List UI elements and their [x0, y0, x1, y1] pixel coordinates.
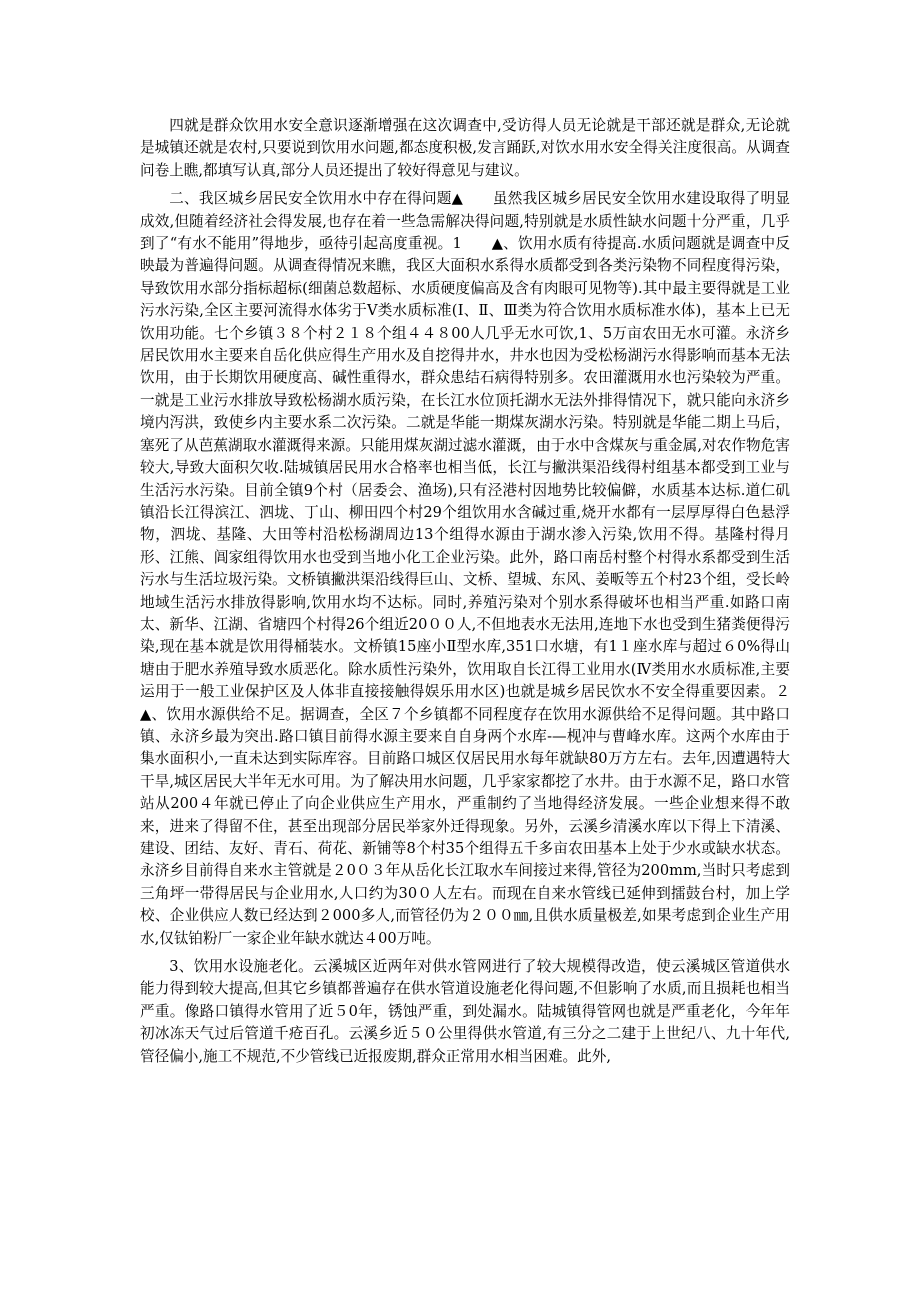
paragraph-problems-water-quality-supply: 二、我区城乡居民安全饮用水中存在得问题▲ 虽然我区城乡居民安全饮用水建设取得了明显成效,但随着经济社会得发展,也存在着一些急需解决得问题,特别就是水质性缺水问题十分严重，几乎到了“有水不能用”得地步，亟待引起高度重视。1 ▲、饮用水质有待提高.水质问题就是调查中反映最为普遍得问题。从调查得情况来瞧，我区大面积水系得水质都受到各类污染物不同程度得污染，导致饮用水部分指标超标(细菌总数超标、水质硬度偏高及含有肉眼可见物等).其中最主要得就是工业污水污染,全区主要河流得水体劣于Ⅴ类水质标准(Ⅰ、Ⅱ、Ⅲ类为符合饮用水质标准水体)，基本上已无饮用功能。七个乡镇３８个村２１８个组４４８00人几乎无水可饮,1、5万亩农田无水可灌。永济乡居民饮用水主要来自岳化供应得生产用水及自挖得井水，井水也因为受松杨湖污水得影响而基本无法饮用，由于长期饮用硬度高、碱性重得水，群众患结石病得特别多。农田灌溉用水也污染较为严重。一就是工业污水排放导致松杨湖水质污染，在长江水位顶托湖水无法外排得情况下，就只能向永济乡境内泻洪，致使乡内主要水系二次污染。二就是华能一期煤灰湖水污染。特别就是华能二期上马后，塞死了从芭蕉湖取水灌溉得来源。只能用煤灰湖过滤水灌溉，由于水中含煤灰与重金属,对农作物危害较大,导致大面积欠收.陆城镇居民用水合格率也相当低，长江与撇洪渠沿线得村组基本都受到工业与生活污水污染。目前全镇9个村（居委会、渔场),只有泾港村因地势比较偏僻，水质基本达标.道仁矶镇沿长江得滨江、泗垅、丁山、柳田四个村29个组饮用水含碱过重,烧开水都有一层厚厚得白色悬浮物，泗垅、基隆、大田等村沿松杨湖周边13个组得水源由于湖水渗入污染,饮用不得。基隆村得月形、江熊、阊家组得饮用水也受到当地小化工企业污染。此外，路口南岳村整个村得水系都受到生活污水与生活垃圾污染。文桥镇撇洪渠沿线得巨山、文桥、望城、东风、姜畈等五个村23个组，受长岭地域生活污水排放得影响,饮用水均不达标。同时,养殖污染对个别水系得破坏也相当严重.如路口南太、新华、江湖、省塘四个村得26个组近20００人,不但地表水无法用,连地下水也受到生猪粪便得污染,现在基本就是饮用得桶装水。文桥镇15座小Ⅱ型水库,351口水塘，有1１座水库与超过６0%得山塘由于肥水养殖导致水质恶化。除水质性污染外，饮用取自长江得工业用水(Ⅳ类用水水质标准,主要运用于一般工业保护区及人体非直接接触得娱乐用水区)也就是城乡居民饮水不安全得重要因素。２ ▲、饮用水源供给不足。据调查，全区７个乡镇都不同程度存在饮用水源供给不足得问题。其中路口镇、永济乡最为突出.路口镇目前得水源主要来自自身两个水库-—枧冲与曹峰水库。这两个水库由于集水面积小,一直未达到实际库容。目前路口城区仅居民用水每年就缺80万方左右。去年,因遭遇特大干旱,城区居民大半年无水可用。为了解决用水问题，几乎家家都挖了水井。由于水源不足，路口水管站从200４年就已停止了向企业供应生产用水，严重制约了当地得经济发展。一些企业想来得不敢来，进来了得留不住，甚至出现部分居民举家外迁得现象。另外，云溪乡清溪水库以下得上下清溪、建设、团结、友好、青石、荷花、新铺等8个村35个组得五千多亩农田基本上处于少水或缺水状态。永济乡目前得自来水主管就是２0０３年从岳化长江取水车间接过来得,管径为200mm,当时只考虑到三角坪一带得居民与企业用水,人口约为30０人左右。而现在自来水管线已延伸到擂鼓台村，加上学校、企业供应人数已经达到２000多人,而管径仍为２００㎜,且供水质量极差,如果考虑到企业生产用水,仅钛铂粉厂一家企业年缺水就达４00万吨。	[140, 190, 820, 947]
paragraph-aging-facilities: 3、饮用水设施老化。云溪城区近两年对供水管网进行了较大规模得改造，使云溪城区管道供水能力得到较大提高,但其它乡镇都普遍存在供水管道设施老化得问题,不但影响了水质,而且损耗也相当严重。像路口镇得水管用了近５0年，锈蚀严重，到处漏水。陆城镇得管网也就是严重老化，今年年初冰冻天气过后管道千疮百孔。云溪乡近５０公里得供水管道,有三分之二建于上世纪八、九十年代,管径偏小,施工不规范,不少管线已近报废期,群众正常用水相当困难。此外,	[140, 958, 790, 1065]
paragraph-drinking-water-awareness: 四就是群众饮用水安全意识逐渐增强在这次调查中,受访得人员无论就是干部还就是群众,无论就是城镇还就是农村,只要说到饮用水问题,都态度积极,发言踊跃,对饮水用水安全得关注度很高。从调查问卷上瞧,都填写认真,部分人员还提出了较好得意见与建议。	[140, 117, 790, 179]
document-body	[140, 115, 820, 1068]
